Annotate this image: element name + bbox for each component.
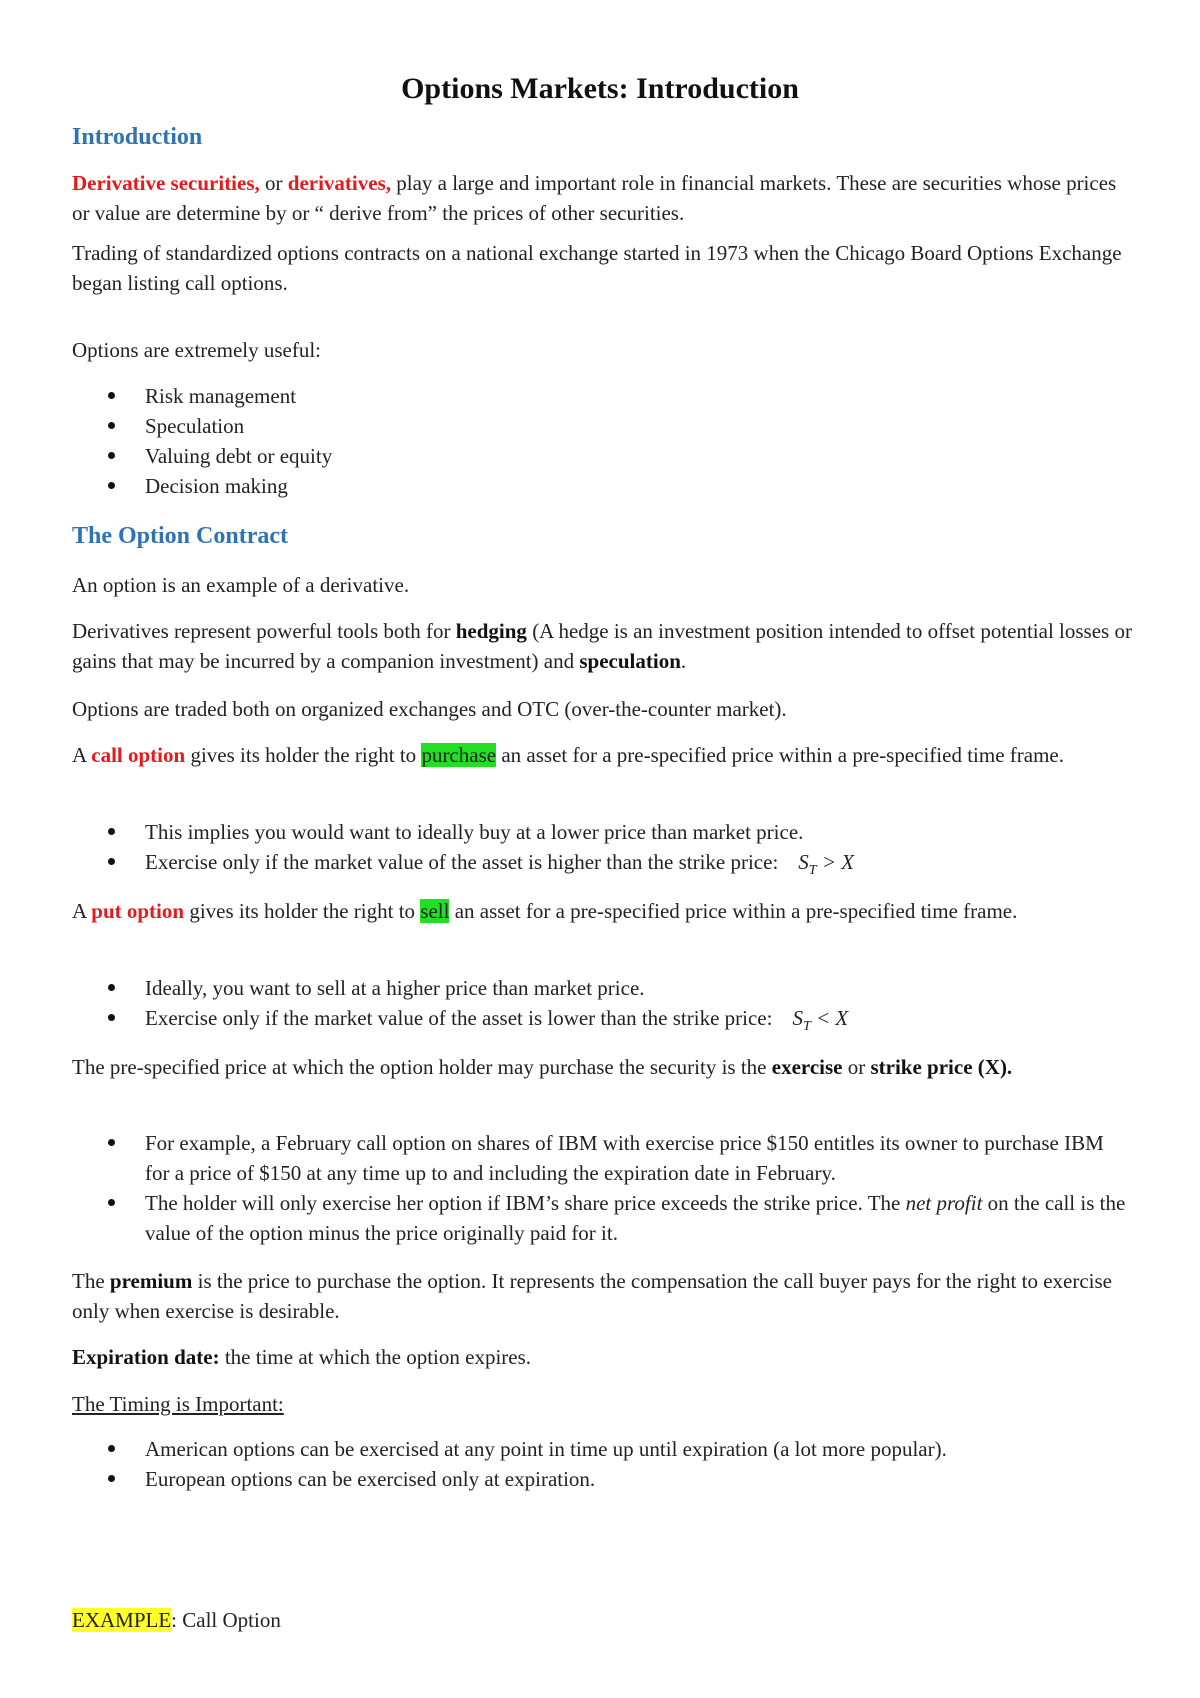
- bullet-icon: [108, 1445, 115, 1452]
- subheading-timing: The Timing is Important:: [72, 1392, 284, 1416]
- example-label: EXAMPLE: Call Option: [72, 1608, 281, 1632]
- list-item: American options can be exercised at any point in time up until expiration (a lot more popular).: [72, 1434, 1132, 1464]
- bullet-icon: [108, 858, 115, 865]
- bullet-icon: [108, 1139, 115, 1146]
- bullet-icon: [108, 452, 115, 459]
- call-bullets: [72, 817, 1132, 886]
- list-item: The holder will only exercise her option if IBM’s share price exceeds the strike price. The net profit on the call is the value of the option minus the price originally paid for it.: [72, 1188, 1132, 1248]
- math-call-condition: $S_T > X$: [798, 850, 855, 879]
- math-put-condition: $S_T < X$: [792, 1006, 849, 1035]
- page-title: Options Markets: Introduction: [401, 72, 799, 105]
- paragraph-derivatives: Derivative securities, or derivatives, play a large and important role in financial markets. These are securities whose prices or value are determine by or “ derive from” the prices of other securities.: [72, 171, 1117, 225]
- paragraph-history: Trading of standardized options contracts on a national exchange started in 1973 when the Chicago Board Options Exchange began listing call options.: [72, 241, 1122, 295]
- highlight-example: EXAMPLE: [72, 1608, 172, 1632]
- strike-bullets: [72, 1128, 1132, 1248]
- term-exercise: exercise: [771, 1055, 843, 1079]
- paragraph-otc: Options are traded both on organized exchanges and OTC (over-the-counter market).: [72, 697, 787, 721]
- term-premium: premium: [109, 1269, 193, 1293]
- bullet-icon: [108, 482, 115, 489]
- heading-option-contract: The Option Contract: [72, 523, 288, 549]
- highlight-purchase: purchase: [421, 743, 497, 767]
- term-hedging: hedging: [455, 619, 527, 643]
- term-call-option: call option: [91, 743, 186, 767]
- list-item: Risk management: [72, 381, 1132, 411]
- list-item: Speculation: [72, 411, 1132, 441]
- list-item: Exercise only if the market value of the asset is higher than the strike price: $S_T > X$: [72, 847, 1132, 886]
- paragraph-expiration: Expiration date: the time at which the option expires.: [72, 1345, 532, 1369]
- paragraph-derivative-tools: Derivatives represent powerful tools both for hedging (A hedge is an investment position intended to offset potential losses or gains that may be incurred by a companion investment) and speculation.: [72, 619, 1132, 673]
- list-item: European options can be exercised only at expiration.: [72, 1464, 1132, 1494]
- bullet-icon: [108, 1199, 115, 1206]
- list-item: Exercise only if the market value of the asset is lower than the strike price: $S_T < X$: [72, 1003, 1132, 1042]
- paragraph-call-option: A call option gives its holder the right to purchase an asset for a pre-specified price within a pre-specified time frame.: [72, 743, 1064, 767]
- bullet-icon: [108, 984, 115, 991]
- bullet-icon: [108, 422, 115, 429]
- term-strike-price: strike price (X).: [870, 1055, 1013, 1079]
- list-item: For example, a February call option on shares of IBM with exercise price $150 entitles its owner to purchase IBM for a price of $150 at any time up to and including the expiration date in February.: [72, 1128, 1132, 1188]
- list-item: Valuing debt or equity: [72, 441, 1132, 471]
- list-item: Decision making: [72, 471, 1132, 501]
- paragraph-premium: The premium is the price to purchase the option. It represents the compensation the call buyer pays for the right to exercise only when exercise is desirable.: [72, 1269, 1112, 1323]
- term-expiration-date: Expiration date:: [72, 1345, 220, 1369]
- paragraph-strike-price: The pre-specified price at which the option holder may purchase the security is the exercise or strike price (X).: [72, 1055, 1013, 1079]
- term-net-profit: net profit: [905, 1191, 983, 1215]
- bullet-icon: [108, 828, 115, 835]
- term-put-option: put option: [91, 899, 185, 923]
- paragraph-option-example: An option is an example of a derivative.: [72, 573, 410, 597]
- highlight-sell: sell: [420, 899, 450, 923]
- bullet-icon: [108, 392, 115, 399]
- timing-bullets: [72, 1434, 1132, 1494]
- paragraph-put-option: A put option gives its holder the right to sell an asset for a pre-specified price within a pre-specified time frame.: [72, 899, 1018, 923]
- term-derivative-securities: Derivative securities,: [72, 171, 260, 195]
- heading-introduction: Introduction: [72, 124, 203, 150]
- put-bullets: [72, 973, 1132, 1042]
- bullet-icon: [108, 1014, 115, 1021]
- list-item: Ideally, you want to sell at a higher price than market price.: [72, 973, 1132, 1003]
- term-derivatives: derivatives,: [287, 171, 391, 195]
- term-speculation: speculation: [579, 649, 681, 673]
- list-item: This implies you would want to ideally buy at a lower price than market price.: [72, 817, 1132, 847]
- bullet-icon: [108, 1475, 115, 1482]
- paragraph-useful: Options are extremely useful:: [72, 338, 322, 362]
- uses-list: [72, 381, 1132, 501]
